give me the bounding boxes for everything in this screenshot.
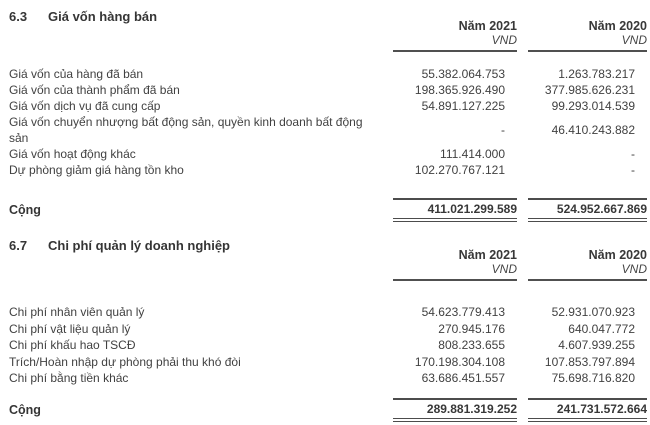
table-row	[0, 304, 650, 321]
value-2020: 107.853.797.894	[544, 354, 635, 369]
section-number: 6.3	[9, 9, 28, 24]
row-label: Chi phí bằng tiền khác	[9, 371, 129, 385]
column-header-2020	[528, 19, 647, 52]
column-header-2021	[393, 248, 517, 281]
table-body	[0, 304, 650, 387]
value-2020: 46.410.243.882	[551, 123, 635, 137]
value-2020: 4.607.939.255	[558, 338, 635, 352]
section-title: Giá vốn hàng bán	[48, 9, 158, 24]
table-row	[0, 114, 650, 146]
section-admin-expenses	[0, 238, 650, 422]
value-2020: 377.985.626.231	[544, 83, 635, 97]
currency-unit-header: VND	[621, 33, 647, 47]
value-2021: 102.270.767.121	[414, 163, 505, 177]
total-row	[0, 398, 650, 422]
total-value-2020: 524.952.667.869	[528, 198, 647, 222]
year-header: Năm 2021	[458, 19, 517, 33]
section-title: Chi phí quản lý doanh nghiệp	[48, 238, 230, 253]
value-2020: 52.931.070.923	[551, 305, 635, 319]
value-2021: 54.891.127.225	[421, 99, 505, 113]
year-header: Năm 2020	[588, 19, 647, 33]
table-row	[0, 146, 650, 162]
total-value-2021: 289.881.319.252	[393, 398, 517, 422]
value-2021: -	[501, 123, 505, 137]
total-value-2021: 411.021.299.589	[393, 198, 517, 222]
currency-unit-header: VND	[491, 33, 517, 47]
row-label: Giá vốn của hàng đã bán	[9, 67, 144, 81]
total-label: Cộng	[9, 203, 41, 217]
value-2021: 111.414.000	[440, 147, 505, 161]
value-2021: 808.233.655	[438, 338, 505, 352]
value-2021: 55.382.064.753	[421, 67, 505, 81]
value-2021: 63.686.451.557	[421, 371, 505, 385]
row-label: Giá vốn chuyển nhượng bất động sản, quyền kinh doanh bất động sản	[9, 115, 363, 145]
value-2020: 640.047.772	[568, 321, 635, 336]
table-row	[0, 321, 650, 338]
value-2021: 170.198.304.108	[414, 354, 505, 369]
row-label: Giá vốn của thành phẩm đã bán	[9, 83, 180, 97]
row-label: Chi phí nhân viên quản lý	[9, 305, 145, 319]
section-cost-of-goods-sold	[0, 9, 650, 222]
table-row	[0, 370, 650, 387]
row-label: Giá vốn dịch vụ đã cung cấp	[9, 99, 161, 113]
table-row	[0, 98, 650, 114]
row-label: Chi phí khấu hao TSCĐ	[9, 338, 136, 352]
section-number: 6.7	[9, 238, 28, 253]
value-2021: 270.945.176	[438, 321, 505, 336]
row-label: Chi phí vật liệu quản lý	[9, 321, 131, 336]
table-row	[0, 82, 650, 98]
value-2021: 54.623.779.413	[421, 305, 505, 319]
value-2021: 198.365.926.490	[414, 83, 505, 97]
total-label: Cộng	[9, 402, 41, 417]
row-label: Trích/Hoàn nhập dự phòng phải thu khó đòi	[9, 354, 241, 369]
currency-unit-header: VND	[621, 262, 647, 276]
currency-unit-header: VND	[491, 262, 517, 276]
year-header: Năm 2020	[588, 248, 647, 262]
year-header: Năm 2021	[458, 248, 517, 262]
value-2020: 75.698.716.820	[551, 371, 635, 385]
table-row	[0, 354, 650, 371]
table-row	[0, 337, 650, 354]
table-row	[0, 66, 650, 82]
total-value-2020: 241.731.572.664	[528, 398, 647, 422]
column-header-2021	[393, 19, 517, 52]
column-header-2020	[528, 248, 647, 281]
value-2020: 99.293.014.539	[551, 99, 635, 113]
row-label: Giá vốn hoạt động khác	[9, 147, 136, 161]
total-row	[0, 198, 650, 222]
table-row	[0, 162, 650, 178]
value-2020: -	[631, 163, 635, 177]
value-2020: -	[631, 147, 635, 161]
value-2020: 1.263.783.217	[558, 67, 635, 81]
row-label: Dự phòng giảm giá hàng tồn kho	[9, 163, 184, 177]
table-body	[0, 66, 650, 178]
